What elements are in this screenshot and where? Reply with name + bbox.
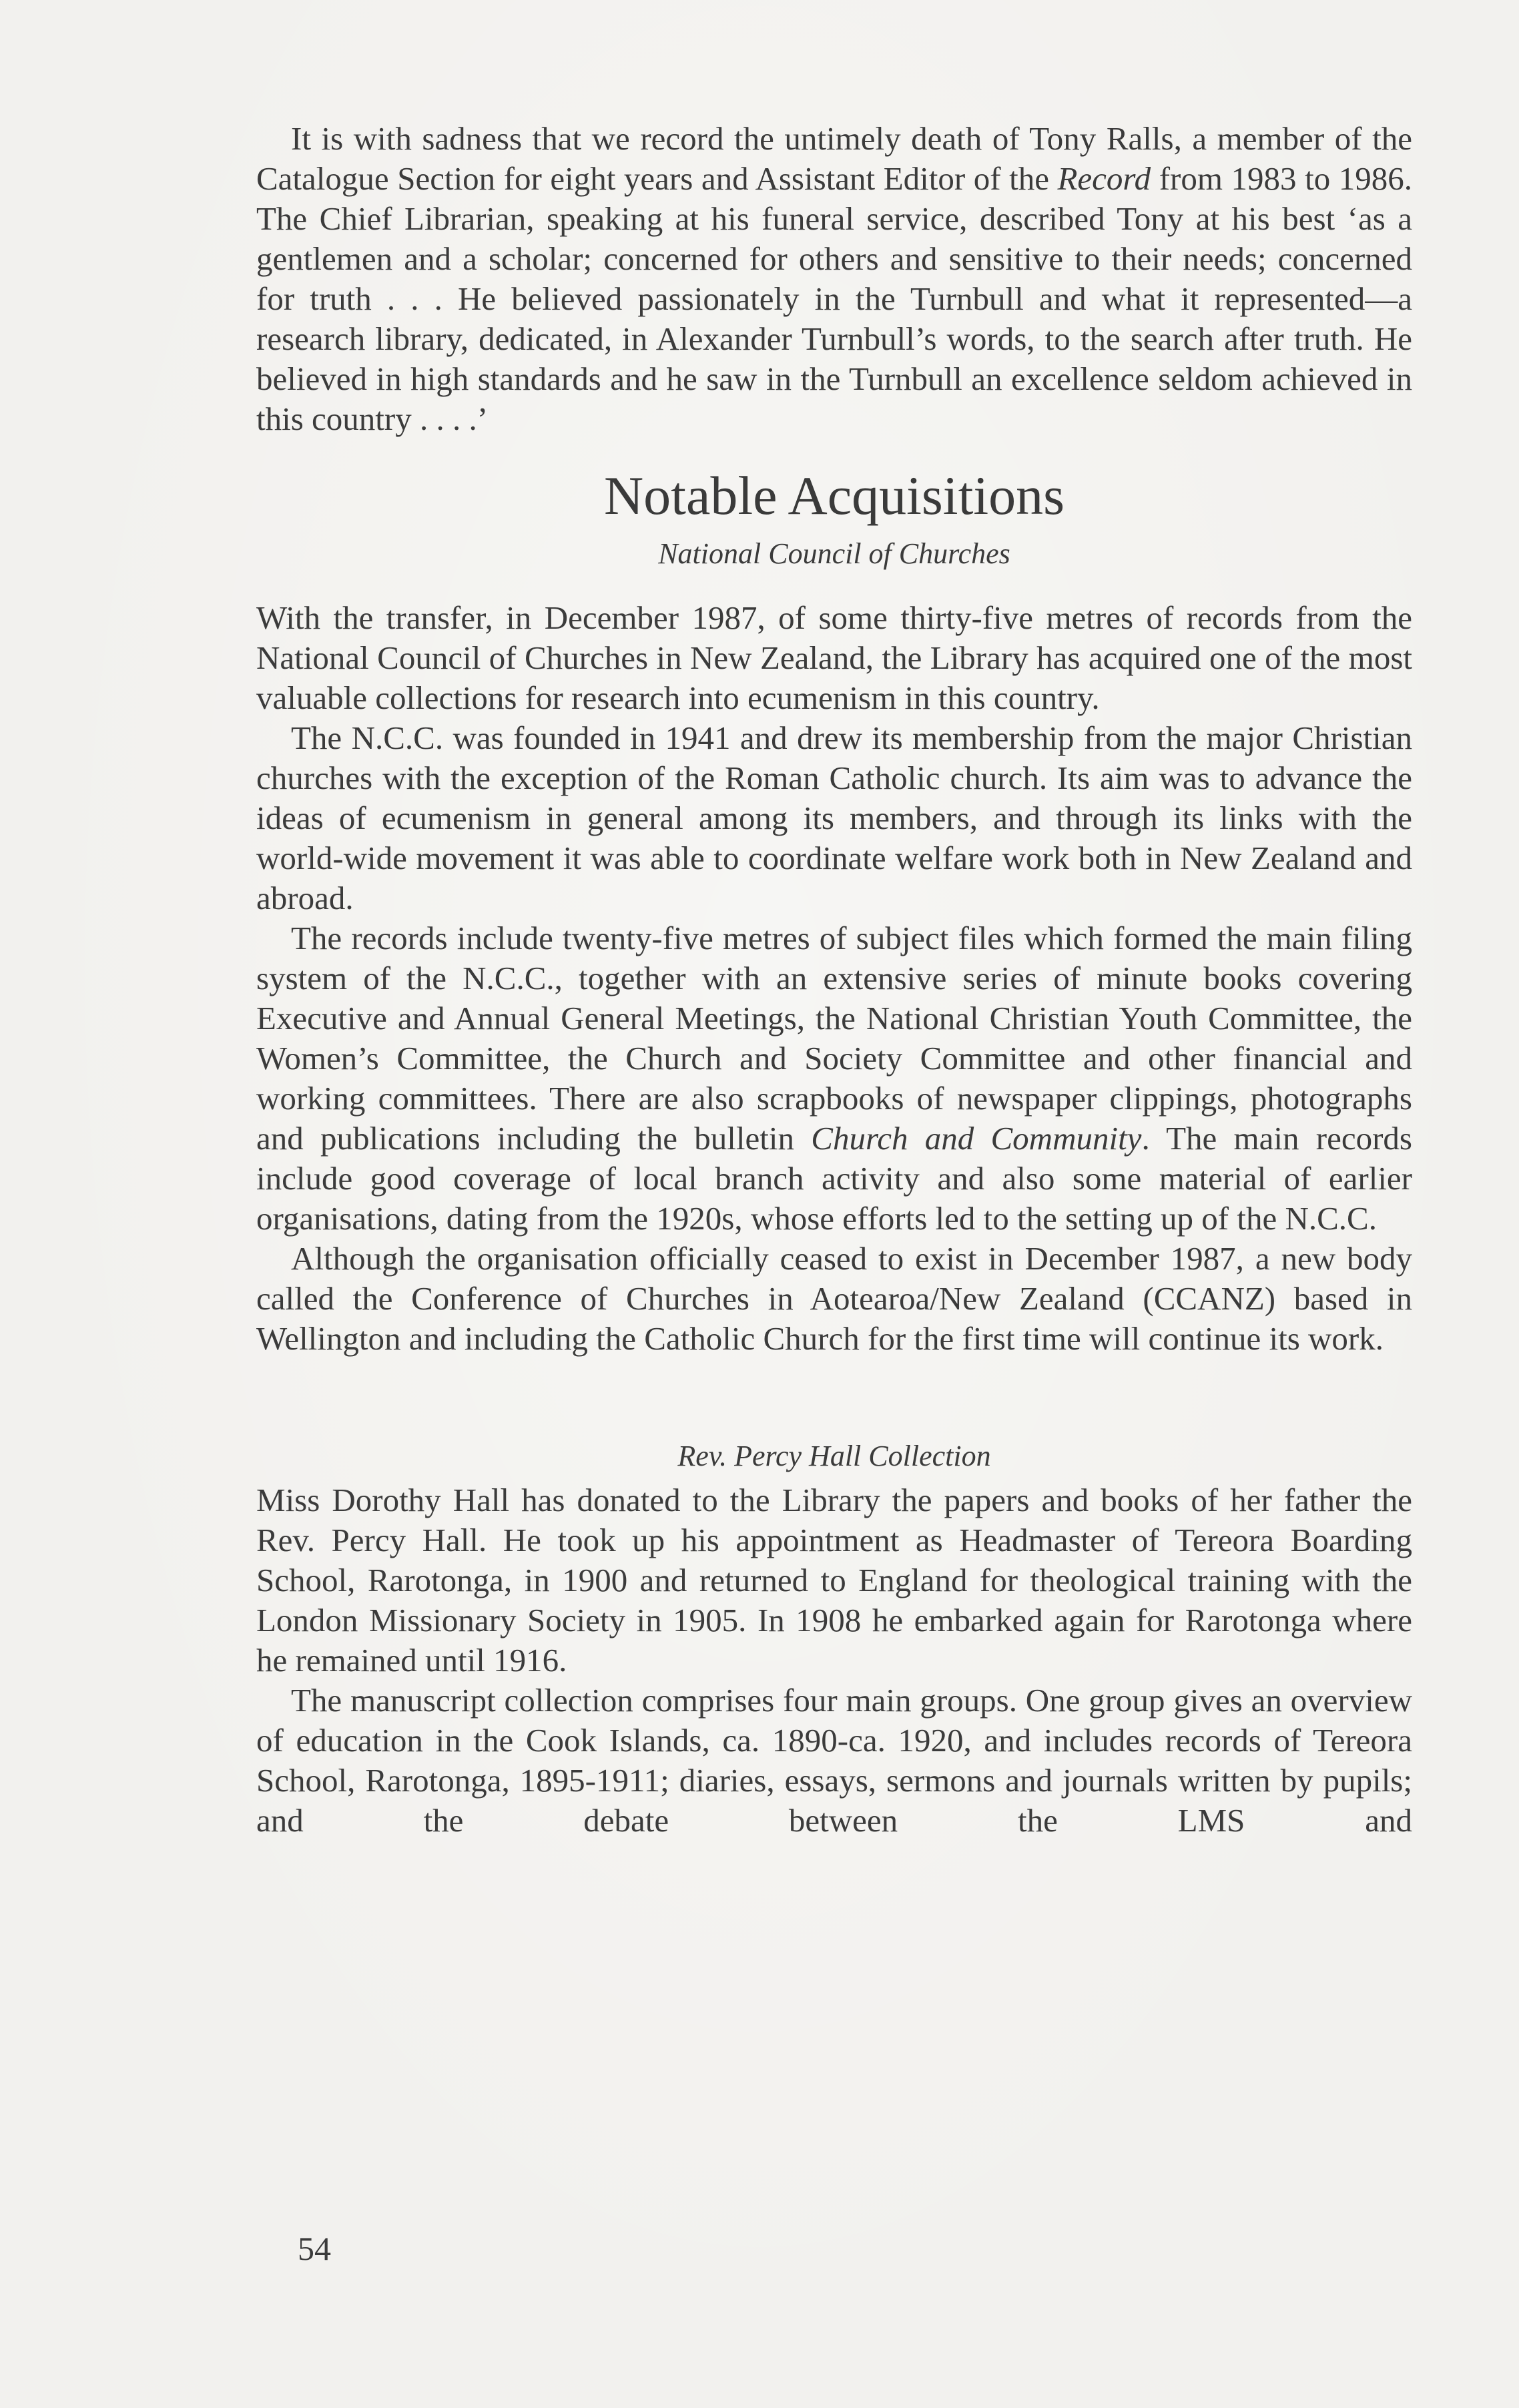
record-title-italic: Record — [1057, 160, 1151, 197]
ncc-paragraph-3 — [256, 918, 1412, 1239]
ncc-paragraph-2: The N.C.C. was founded in 1941 and drew its membership from the major Christian churches with the exception of the Roman Catholic church. Its aim was to advance the ideas of ecumenism in general among its members, and through its links with the world-wide movement it was able to coordinate welfare work both in New Zealand and abroad. — [256, 719, 1412, 916]
subheading-percy-hall: Rev. Percy Hall Collection — [677, 1440, 991, 1472]
bulletin-title-italic: Church and Community — [811, 1120, 1142, 1157]
ncc-paragraph-1: With the transfer, in December 1987, of some thirty-five metres of records from the National Council of Churches in New Zealand, the Library has acquired one of the most valuable collections for research into ecumenism in this country. — [256, 599, 1412, 716]
text-column — [256, 119, 1412, 1841]
ncc-paragraph-3-start: The records include twenty-five metres of subject files which formed the main filing system of the N.C.C., together with an extensive series of minute books covering Executive and Annual General Meetings, the National Christian Youth Committee, the Women’s Committee, the Church and Society Committee and other financial and working committees. There are also scrapbooks of newspaper clippings, photographs and publications including the bulletin — [256, 920, 1412, 1157]
section-title: Notable Acquisitions — [603, 465, 1065, 526]
subheading-national-council: National Council of Churches — [658, 537, 1010, 570]
hall-paragraph-2: The manuscript collection comprises four main groups. One group gives an overview of education in the Cook Islands, ca. 1890-ca. 1920, and includes records of Tereora School, Rarotonga, 1895-1911; diaries, essays, sermons and journals written by pupils; and the debate between the LMS and — [256, 1682, 1412, 1839]
page-number: 54 — [298, 2230, 331, 2267]
hall-paragraph-1: Miss Dorothy Hall has donated to the Library the papers and books of her father the Rev. Percy Hall. He took up his appointment as Headmaster of Tereora Boarding School, Rarotonga, in 1900 and returned to England for theological training with the London Missionary Society in 1905. In 1908 he embarked again for Rarotonga where he remained until 1916. — [256, 1482, 1412, 1679]
ncc-paragraph-3-end: . The main records include good coverage of local branch activity and also some material of earlier organisations, dating from the 1920s, whose efforts led to the setting up of the N.C.C. — [256, 1120, 1412, 1237]
intro-text-end: from 1983 to 1986. The Chief Librarian, speaking at his funeral service, described Tony at his best ‘as a gentlemen and a scholar; concerned for others and sensitive to their needs; concerned for truth . . . He believed passionately in the Turnbull and what it represented—a research library, dedicated, in Alexander Turnbull’s words, to the search after truth. He believed in high standards and he saw in the Turnbull an excellence seldom achieved in this country . . . .’ — [256, 160, 1412, 437]
ncc-paragraph-4: Although the organisation officially ceased to exist in December 1987, a new body called the Conference of Churches in Aotearoa/New Zealand (CCANZ) based in Wellington and including the Catholic Church for the first time will continue its work. — [256, 1240, 1412, 1357]
intro-text-start: It is with sadness that we record the untimely death of Tony Ralls, a member of the Catalogue Section for eight years and Assistant Editor of the — [256, 120, 1412, 197]
intro-paragraph — [256, 119, 1412, 439]
